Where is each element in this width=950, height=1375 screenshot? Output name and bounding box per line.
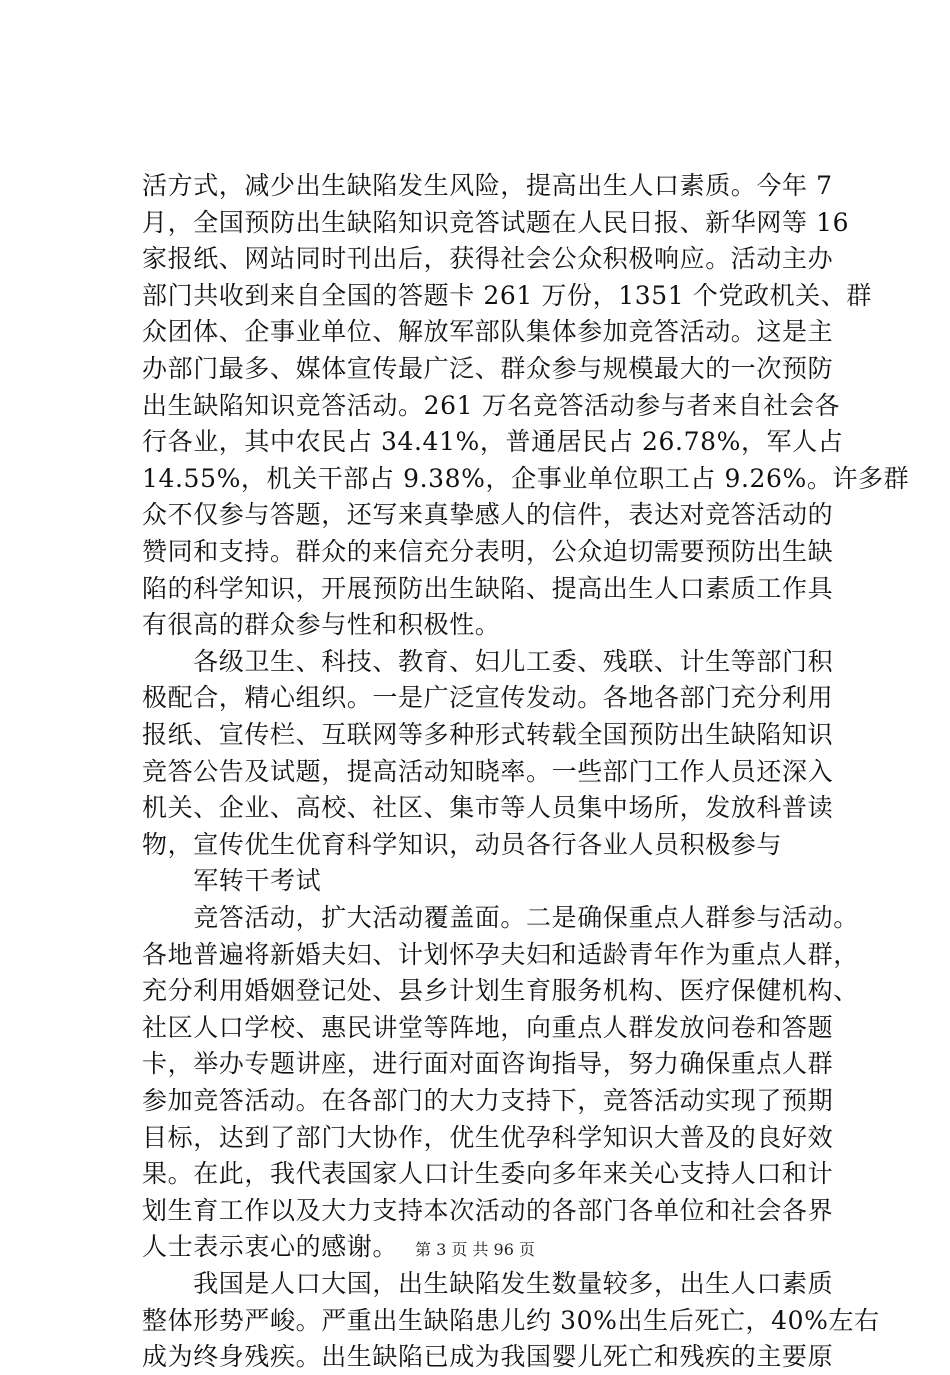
text-line: 众不仅参与答题，还写来真挚感人的信件，表达对竞答活动的 — [142, 500, 834, 530]
text-line: 有很高的群众参与性和积极性。 — [142, 610, 501, 640]
text-line: 充分利用婚姻登记处、县乡计划生育服务机构、医疗保健机构、 — [142, 976, 859, 1006]
text-line: 行各业，其中农民占 34.41%，普通居民占 26.78%，军人占 — [142, 427, 844, 457]
text-line: 出生缺陷知识竞答活动。261 万名竞答活动参与者来自社会各 — [142, 390, 841, 420]
text-line: 月，全国预防出生缺陷知识竞答试题在人民日报、新华网等 16 — [142, 207, 850, 237]
text-line: 14.55%，机关干部占 9.38%，企事业单位职工占 9.26%。许多群 — [142, 463, 910, 493]
page-footer: 第 3 页 共 96 页 — [415, 1240, 535, 1259]
text-line: 众团体、企事业单位、解放军部队集体参加竞答活动。这是主 — [142, 317, 834, 347]
text-line: 果。在此，我代表国家人口计生委向多年来关心支持人口和计 — [142, 1159, 834, 1189]
text-line: 各地普遍将新婚夫妇、计划怀孕夫妇和适龄青年作为重点人群， — [142, 939, 859, 969]
text-line: 划生育工作以及大力支持本次活动的各部门各单位和社会各界 — [142, 1195, 834, 1225]
text-line: 家报纸、网站同时刊出后，获得社会公众积极响应。活动主办 — [142, 244, 834, 274]
text-line: 参加竞答活动。在各部门的大力支持下，竞答活动实现了预期 — [142, 1086, 834, 1115]
text-line: 赞同和支持。群众的来信充分表明，公众迫切需要预防出生缺 — [142, 537, 834, 566]
text-line: 活方式，减少出生缺陷发生风险，提高出生人口素质。今年 7 — [142, 171, 833, 200]
text-line: 社区人口学校、惠民讲堂等阵地，向重点人群发放问卷和答题 — [142, 1012, 834, 1042]
text-line: 报纸、宣传栏、互联网等多种形式转载全国预防出生缺陷知识 — [142, 720, 834, 749]
text-line: 部门共收到来自全国的答题卡 261 万份，1351 个党政机关、群 — [142, 280, 872, 310]
text-line: 军转干考试 — [142, 866, 322, 896]
text-line: 物，宣传优生优育科学知识，动员各行各业人员积极参与 — [142, 829, 783, 859]
text-line: 极配合，精心组织。一是广泛宣传发动。各地各部门充分利用 — [142, 683, 834, 713]
text-line: 人士表示衷心的感谢。 — [142, 1232, 399, 1262]
text-line: 整体形势严峻。严重出生缺陷患儿约 30%出生后死亡，40%左右 — [142, 1305, 880, 1335]
text-line: 成为终身残疾。出生缺陷已成为我国婴儿死亡和残疾的主要原 — [142, 1342, 834, 1372]
text-line: 各级卫生、科技、教育、妇儿工委、残联、计生等部门积 — [142, 646, 834, 676]
text-line: 机关、企业、高校、社区、集市等人员集中场所，发放科普读 — [142, 793, 834, 823]
text-line: 陷的科学知识，开展预防出生缺陷、提高出生人口素质工作具 — [142, 573, 834, 603]
text-line: 办部门最多、媒体宣传最广泛、群众参与规模最大的一次预防 — [142, 354, 834, 383]
text-line: 竞答活动，扩大活动覆盖面。二是确保重点人群参与活动。 — [142, 903, 859, 932]
text-line: 竞答公告及试题，提高活动知晓率。一些部门工作人员还深入 — [142, 756, 834, 786]
text-line: 目标，达到了部门大协作，优生优孕科学知识大普及的良好效 — [142, 1122, 834, 1152]
text-line: 我国是人口大国，出生缺陷发生数量较多，出生人口素质 — [142, 1269, 834, 1298]
text-line: 卡，举办专题讲座，进行面对面咨询指导，努力确保重点人群 — [142, 1049, 834, 1079]
